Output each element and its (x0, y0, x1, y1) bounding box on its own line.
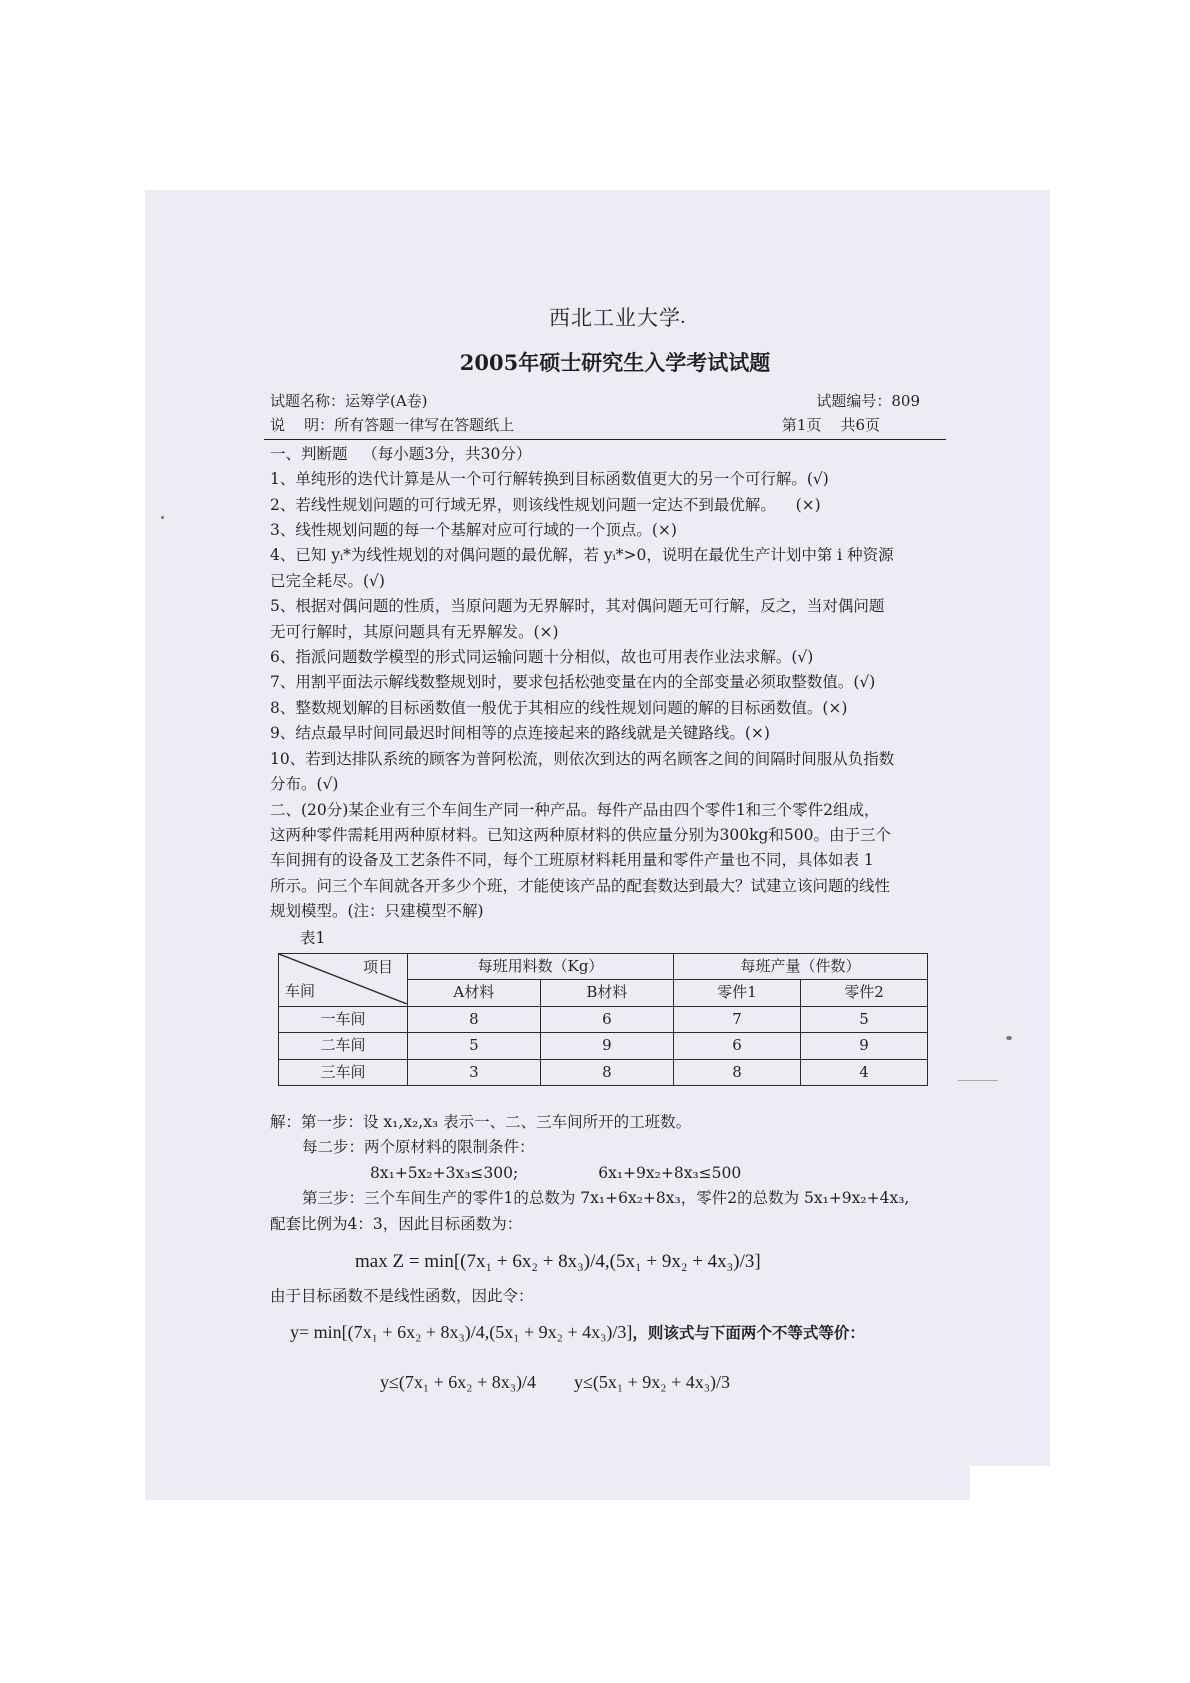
solution (270, 1110, 940, 1396)
part2-line: 车间拥有的设备及工艺条件不同，每个工班原材料耗用量和零件产量也不同，具体如表 1 (270, 851, 874, 870)
part1-line: 5、根据对偶问题的性质，当原问题为无界解时，其对偶问题无可行解，反之，当对偶问题 (270, 597, 885, 616)
constraint-b: 6x₁+9x₂+8x₃≤500 (598, 1163, 742, 1182)
exam-content (270, 306, 940, 1396)
corner-bottom-label: 车间 (285, 982, 316, 1001)
scan-speck (958, 1080, 998, 1081)
part1-line: 10、若到达排队系统的顾客为普阿松流，则依次到达的两名顾客之间的间隔时间服从负指数 (270, 749, 895, 768)
scan-speck (1006, 1036, 1012, 1040)
y-definition: y= min[(7x₁ + 6x₂ + 8x₃)/4,(5x₁ + 9x₂ + 4x₃)/3] (290, 1321, 633, 1342)
column-header: A材料 (408, 980, 541, 1006)
equivalence-note: ，则该式与下面两个不等式等价： (632, 1322, 865, 1342)
part1-line: 4、已知 yᵢ*为线性规划的对偶问题的最优解，若 yᵢ*>0，说明在最优生产计划中第 i 种资源 (270, 546, 894, 565)
solution-step2: 每二步：两个原材料的限制条件： (302, 1138, 535, 1157)
inequality-2: y≤(5x₁ + 9x₂ + 4x₃)/3 (574, 1372, 730, 1393)
page-label: 第1页 共6页 (781, 415, 880, 434)
column-header: 零件2 (801, 980, 928, 1006)
table-cell: 7 (674, 1006, 801, 1032)
part2-line: 二、(20分)某企业有三个车间生产同一种产品。每件产品由四个零件1和三个零件2组成， (270, 800, 880, 819)
group-header: 每班用料数（Kg） (408, 953, 674, 979)
inequality-1: y≤(7x₁ + 6x₂ + 8x₃)/4 (380, 1372, 536, 1393)
part1-line: 6、指派问题数学模型的形式同运输问题十分相似，故也可用表作业法求解。(√) (270, 648, 814, 667)
header-rule (264, 439, 946, 440)
solution-step3: 第三步：三个车间生产的零件1的总数为 7x₁+6x₂+8x₃，零件2的总数为 5x₁+9x₂+4x₃, (302, 1189, 910, 1208)
table-header-row (279, 953, 928, 979)
part2-line: 所示。问三个车间就各开多少个班，才能使该产品的配套数达到最大？试建立该问题的线性 (270, 876, 891, 895)
meta-row-subject (270, 389, 940, 413)
row-label: 一车间 (279, 1006, 408, 1032)
y-definition-row (290, 1320, 940, 1346)
table-cell: 9 (540, 1033, 673, 1059)
row-label: 三车间 (279, 1059, 408, 1085)
solution-step1: 解：第一步：设 x₁,x₂,x₃ 表示一、二、三车间所开的工班数。 (270, 1112, 692, 1131)
table-cell: 8 (540, 1059, 673, 1085)
column-header: B材料 (540, 980, 673, 1006)
part1-line: 已完全耗尽。(√) (270, 571, 385, 590)
part1-line: 分布。(√) (270, 775, 339, 794)
dot-mark: · (680, 312, 686, 333)
part1-line: 无可行解时，其原问题具有无界解发。(×) (270, 622, 559, 641)
inequalities-row (380, 1370, 940, 1395)
table-caption: 表1 (300, 928, 326, 947)
part1-heading: 一、判断题 （每小题3分，共30分） (270, 444, 532, 463)
part2-line: 这两种零件需耗用两种原材料。已知这两种原材料的供应量分别为300kg和500。由于三个 (270, 825, 891, 844)
table-cell: 6 (540, 1006, 673, 1032)
table-row (279, 1059, 928, 1085)
part1-line: 8、整数规划解的目标函数值一般优于其相应的线性规划问题的解的目标函数值。(×) (270, 698, 848, 717)
part1-line: 3、线性规划问题的每一个基解对应可行域的一个顶点。(×) (270, 521, 677, 540)
workshop-table (278, 953, 928, 1086)
table-cell: 6 (674, 1033, 801, 1059)
table-cell: 4 (801, 1059, 928, 1085)
part1-line: 7、用割平面法示解线数整规划时，要求包括松弛变量在内的全部变量必须取整数值。(√) (270, 673, 876, 692)
part2-line: 规划模型。(注：只建模型不解) (270, 902, 484, 921)
corner-top-label: 项目 (362, 957, 393, 976)
group-header: 每班产量（件数） (674, 953, 928, 979)
table-row (279, 1006, 928, 1032)
constraints-row (270, 1161, 940, 1186)
constraint-a: 8x₁+5x₂+3x₃≤300; (370, 1163, 519, 1182)
part1-line: 2、若线性规划问题的可行域无界，则该线性规划问题一定达不到最优解。 (×) (270, 495, 821, 514)
objective-function: max Z = min[(7x₁ + 6x₂ + 8x₃)/4,(5x₁ + 9x₂ + 4x₃)/3] (355, 1251, 761, 1272)
nonlinear-note: 由于目标函数不是线性函数，因此令： (270, 1287, 534, 1306)
subject-label: 试题名称：运筹学(A卷) (270, 391, 428, 410)
row-label: 二车间 (279, 1033, 408, 1059)
table-cell: 8 (408, 1006, 541, 1032)
table-cell: 3 (408, 1059, 541, 1085)
code-label: 试题编号：809 (816, 391, 920, 410)
table-corner-cell (279, 953, 408, 1006)
scan-speck (161, 516, 164, 519)
university-name: 西北工业大学 (549, 306, 681, 330)
table-cell: 9 (801, 1033, 928, 1059)
solution-step3-cont: 配套比例为4：3，因此目标函数为： (270, 1214, 523, 1233)
meta-row-note (270, 413, 940, 437)
part1-line: 9、结点最早时间同最迟时间相等的点连接起来的路线就是关键路线。(×) (270, 724, 770, 743)
table-cell: 5 (801, 1006, 928, 1032)
exam-title: 2005年硕士研究生入学考试试题 (459, 350, 771, 376)
table-cell: 8 (674, 1059, 801, 1085)
scan-edge (970, 1466, 1050, 1500)
note-label: 说 明：所有答题一律写在答题纸上 (270, 415, 515, 434)
part1-line: 1、单纯形的迭代计算是从一个可行解转换到目标函数值更大的另一个可行解。(√) (270, 470, 829, 489)
table-cell: 5 (408, 1033, 541, 1059)
table-row (279, 1033, 928, 1059)
column-header: 零件1 (674, 980, 801, 1006)
